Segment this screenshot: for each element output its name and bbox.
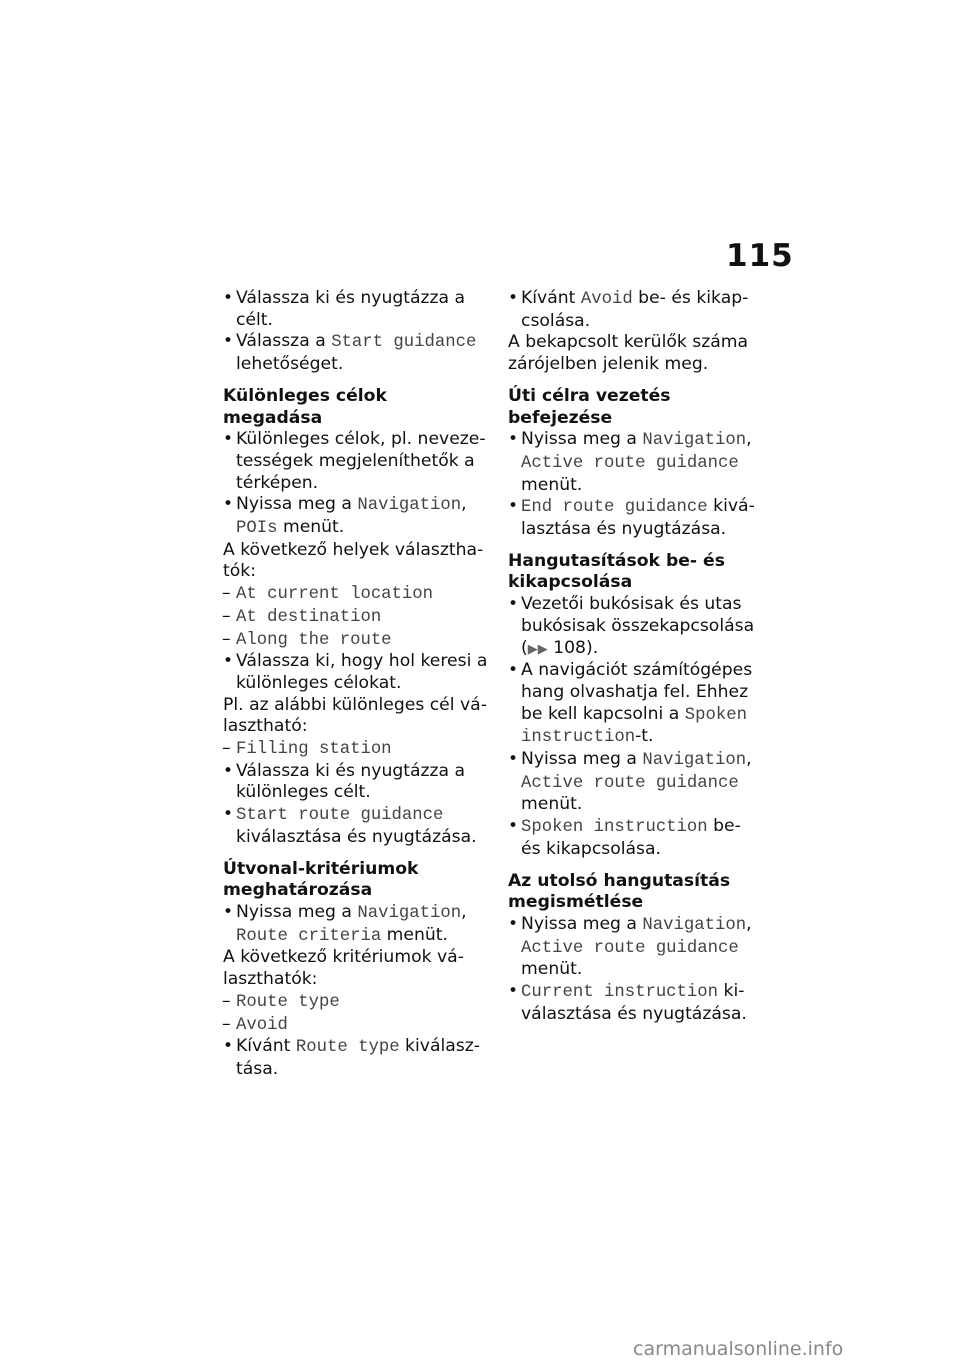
menu-code: Navigation [642, 751, 747, 771]
text-line: , [461, 901, 467, 922]
arrow-right-icon: ▶▶ [527, 641, 548, 657]
heading-line: Az utolsó hangutasítás [508, 870, 731, 891]
text-line: Különleges célok, pl. neveze- [236, 429, 486, 450]
dash-item [223, 738, 491, 761]
text-line: menüt. [381, 924, 448, 945]
text-line: , [461, 494, 467, 515]
text-line: tességek megjeleníthetők a [236, 450, 475, 471]
list-item [223, 1036, 491, 1080]
text-line: lasztása és nyugtázása. [521, 519, 727, 540]
text-line: Kívánt [236, 1036, 296, 1057]
text-line: , [746, 913, 752, 934]
text-line: Nyissa meg a [521, 913, 643, 934]
text-line: menüt. [521, 474, 583, 495]
heading-line: Útvonal-kritériumok [223, 858, 419, 879]
list-item [508, 914, 770, 981]
menu-code: Navigation [357, 903, 462, 923]
list-item [508, 288, 770, 332]
text-line: és kikapcsolása. [521, 838, 661, 859]
menu-code: Start guidance [331, 333, 477, 353]
text-line: A következő kritériumok vá- [223, 947, 464, 968]
text-line: különleges célokat. [236, 672, 402, 693]
text-line: zárójelben jelenik meg. [508, 354, 709, 375]
page-reference: 108). [547, 637, 599, 658]
text-line: lehetőséget. [236, 354, 344, 375]
list-item [508, 429, 770, 496]
list-item [508, 749, 770, 816]
menu-code: Active route guidance [521, 938, 739, 958]
heading-line: kikapcsolása [508, 572, 633, 593]
text-line: Válassza ki, hogy hol keresi a [236, 651, 488, 672]
dash-item [223, 1014, 491, 1037]
text-line: Pl. az alábbi különleges cél vá- [223, 694, 487, 715]
text-line: Nyissa meg a [521, 749, 643, 770]
list-item [223, 331, 491, 375]
text-line: Nyissa meg a [521, 429, 643, 450]
text-line: Válassza ki és nyugtázza a [236, 760, 466, 781]
list-item [508, 981, 770, 1025]
list-item [223, 494, 491, 539]
list-item [223, 761, 491, 804]
text-line: kivá- [707, 496, 755, 517]
paragraph [508, 332, 770, 375]
left-column [223, 288, 491, 1081]
dash-item [223, 629, 491, 652]
text-line: Kívánt [521, 288, 581, 308]
menu-code: End route guidance [521, 498, 708, 518]
text-line: tók: [223, 561, 256, 582]
text-line: laszthatók: [223, 969, 318, 990]
page-number: 115 [726, 238, 794, 274]
list-item [508, 816, 770, 860]
text-line: bukósisak összekapcsolása [521, 615, 755, 636]
text-line: A navigációt számítógépes [521, 660, 753, 681]
list-item [223, 429, 491, 494]
menu-code: Active route guidance [521, 773, 739, 793]
text-line: be- és kikap- [632, 288, 749, 308]
text-line: , [746, 749, 752, 770]
menu-code: Current instruction [521, 983, 719, 1003]
menu-code: instruction [521, 728, 636, 748]
text-line: Nyissa meg a [236, 901, 358, 922]
section-heading [223, 859, 491, 902]
text-line: be kell kapcsolni a [521, 703, 685, 724]
menu-code: Navigation [642, 915, 747, 935]
text-line: térképen. [236, 472, 319, 493]
right-column [508, 288, 770, 1026]
menu-code: At current location [236, 585, 434, 605]
paragraph [223, 695, 491, 738]
section-heading: Úti célra vezetés befejezése [508, 385, 671, 428]
section-heading [508, 871, 770, 914]
text-line: menüt. [277, 517, 345, 538]
menu-code: Spoken instruction [521, 818, 708, 838]
menu-code: Route criteria [236, 926, 382, 946]
section-heading [508, 551, 770, 594]
menu-code: Route type [236, 992, 340, 1012]
menu-code: Active route guidance [521, 453, 739, 473]
text-line: lasztható: [223, 716, 308, 737]
text-line: ki- [718, 981, 745, 1002]
text-line: kiválasz- [399, 1036, 480, 1057]
text-line: Válassza a [236, 331, 332, 352]
section-heading: Különleges célok megadása [223, 385, 387, 428]
menu-code: Navigation [357, 496, 462, 516]
menu-code: Along the route [236, 630, 392, 650]
text-line: különleges célt. [236, 782, 371, 803]
text-line: Nyissa meg a [236, 494, 358, 515]
menu-code: Avoid [580, 290, 633, 309]
list-item [223, 804, 491, 848]
text-line: ( [521, 637, 528, 658]
menu-code: Route type [295, 1038, 400, 1058]
dash-item [223, 991, 491, 1014]
heading-line: meghatározása [223, 880, 373, 901]
text-line: be- [707, 816, 741, 837]
menu-code: Start route guidance [236, 806, 444, 826]
text-line: hang olvashatja fel. Ehhez [521, 681, 749, 702]
text-line: A következő helyek választha- [223, 539, 484, 560]
paragraph [223, 540, 491, 583]
dash-item [223, 606, 491, 629]
text-line: A bekapcsolt kerülők száma [508, 332, 749, 353]
text-line: csolása. [521, 310, 591, 331]
list-item [223, 288, 491, 331]
list-item [508, 496, 770, 540]
paragraph [223, 947, 491, 990]
menu-code: At destination [236, 607, 382, 627]
text-line: választása és nyugtázása. [521, 1003, 747, 1024]
watermark[interactable]: carmanualsonline.info [633, 1338, 844, 1360]
text-line: Vezetői bukósisak és utas [521, 594, 742, 615]
text-line: kiválasztása és nyugtázása. [236, 826, 477, 847]
menu-code: Navigation [642, 431, 747, 451]
text-line: menüt. [521, 959, 583, 980]
menu-code: Filling station [236, 740, 392, 760]
text-line: menüt. [521, 794, 583, 815]
text-line: -t. [635, 726, 654, 747]
heading-line: megismétlése [508, 892, 644, 913]
list-item [223, 651, 491, 694]
list-item [223, 902, 491, 947]
dash-item [223, 583, 491, 606]
text-line: célt. [236, 309, 274, 330]
text-line: tása. [236, 1058, 279, 1079]
heading-line: Hangutasítások be- és [508, 550, 725, 571]
text-line: , [746, 429, 752, 450]
list-item [508, 594, 770, 660]
menu-code: POIs [236, 519, 278, 539]
list-item [508, 660, 770, 749]
menu-code: Avoid [236, 1015, 288, 1035]
menu-code: Spoken [684, 705, 748, 725]
text-line: Válassza ki és nyugtázza a [236, 288, 466, 308]
